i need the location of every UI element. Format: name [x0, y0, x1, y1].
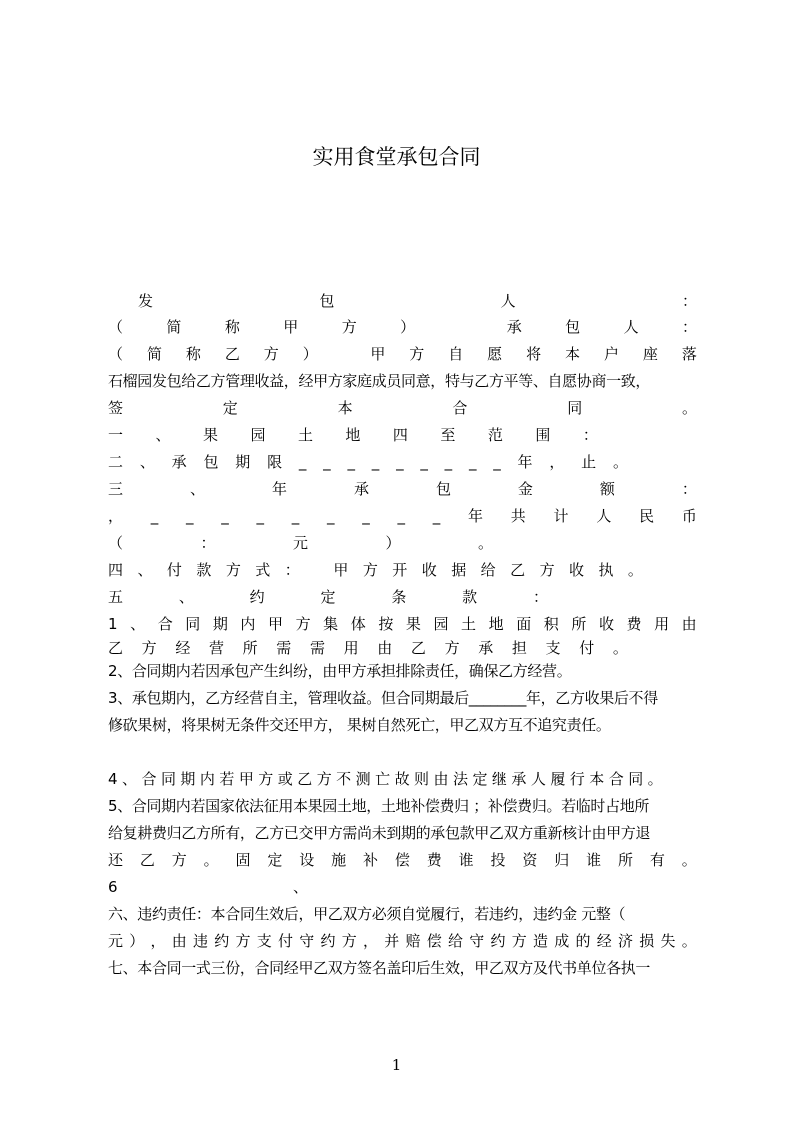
line-char: 失: [660, 932, 676, 950]
line-char: 共: [510, 507, 526, 525]
line-char: 地: [488, 615, 504, 633]
line-char: 开: [392, 561, 408, 579]
line-char: 年: [468, 507, 484, 525]
line-char: 本: [337, 399, 353, 417]
line-char: ）: [129, 932, 145, 950]
line-char: 承: [353, 480, 369, 498]
line-char: 费: [426, 851, 442, 869]
line-char: 人: [500, 292, 516, 310]
line-char: 收: [421, 561, 437, 579]
line-char: 方: [225, 561, 241, 579]
line-char: 乙: [410, 639, 426, 657]
line-char: _: [468, 453, 477, 471]
line-char: 果: [405, 615, 421, 633]
line-char: 集: [323, 615, 339, 633]
line-char: 执: [598, 561, 614, 579]
line-char: 四: [108, 561, 124, 579]
line-char: 面: [516, 615, 532, 633]
contract-line: 石榴园发包给乙方管理收益，经甲方家庭成员同意，特与乙方平等、自愿协商一致，: [108, 372, 651, 390]
line-char: 四: [392, 426, 408, 444]
line-char: 合: [157, 615, 173, 633]
contract-line: [108, 929, 697, 953]
line-char: 方: [341, 932, 357, 950]
line-char: 。: [612, 453, 628, 471]
line-char: 、: [292, 878, 308, 896]
line-char: ：: [681, 318, 697, 336]
line-char: _: [397, 507, 406, 525]
line-char: 地: [345, 426, 361, 444]
line-char: 合: [452, 399, 468, 417]
line-char: 内: [199, 770, 215, 788]
contract-line: [108, 423, 598, 447]
line-char: 偿: [426, 932, 442, 950]
line-char: _: [362, 507, 370, 525]
line-char: 合: [608, 770, 624, 788]
line-char: （: [108, 345, 124, 363]
contract-line: 给复耕费归乙方所有，乙方已交甲方需尚未到期的承包款甲乙双方重新核计由甲方退: [108, 824, 651, 842]
line-char: _: [396, 453, 404, 471]
contract-line: [108, 396, 697, 420]
line-char: ：: [582, 426, 598, 444]
contract-line: [108, 848, 697, 872]
line-char: 经: [596, 932, 612, 950]
line-char: 年: [517, 453, 533, 471]
line-char: 承: [511, 770, 527, 788]
line-char: 同: [185, 615, 201, 633]
line-char: 乙: [297, 770, 313, 788]
line-char: 定: [222, 399, 238, 417]
line-char: _: [493, 453, 501, 471]
line-char: 资: [522, 851, 538, 869]
line-char: 止: [581, 453, 597, 471]
line-char: 方: [316, 770, 332, 788]
line-char: 谁: [586, 851, 602, 869]
line-char: 亡: [375, 770, 391, 788]
line-char: 方: [295, 615, 311, 633]
line-char: 济: [618, 932, 634, 950]
line-char: _: [186, 507, 194, 525]
line-char: 围: [535, 426, 551, 444]
line-char: _: [323, 453, 331, 471]
line-char: 。: [477, 534, 493, 552]
line-char: 承: [171, 453, 187, 471]
line-char: 约: [214, 932, 230, 950]
line-char: 期: [235, 453, 251, 471]
line-char: 同: [628, 770, 644, 788]
line-char: 将: [526, 345, 542, 363]
line-char: 。: [647, 770, 663, 788]
line-char: 式: [255, 561, 271, 579]
line-char: 费: [626, 615, 642, 633]
line-char: ，: [549, 453, 565, 471]
line-char: 收: [598, 615, 614, 633]
line-char: 民: [639, 507, 655, 525]
contract-line: 七、本合同一式三份，合同经甲乙双方签名盖印后生效，甲乙双方及代书单位各执一: [108, 959, 651, 977]
line-char: 支: [545, 639, 561, 657]
contract-line: [108, 636, 628, 660]
line-char: ：: [532, 588, 548, 606]
line-char: 发: [138, 292, 154, 310]
line-char: ：: [681, 480, 697, 498]
contract-line: 3、承包期内，乙方经营自主，管理收益。但合同期最后________年，乙方收果后不得: [108, 689, 658, 707]
line-char: 称: [224, 318, 240, 336]
line-char: 至: [440, 426, 456, 444]
line-char: 不: [336, 770, 352, 788]
line-char: 还: [108, 851, 124, 869]
line-char: 所: [618, 851, 634, 869]
line-char: ，: [150, 932, 166, 950]
line-char: 、: [178, 588, 194, 606]
line-char: 若: [219, 770, 235, 788]
line-char: 损: [639, 932, 655, 950]
line-char: _: [256, 507, 265, 525]
line-char: 方: [444, 639, 460, 657]
line-char: ：: [681, 292, 697, 310]
line-char: 甲: [238, 770, 254, 788]
line-char: 座: [642, 345, 658, 363]
line-char: 的: [575, 932, 591, 950]
line-char: 定: [472, 770, 488, 788]
line-char: 甲: [333, 561, 349, 579]
line-char: 、: [189, 480, 205, 498]
line-char: 金: [517, 480, 533, 498]
line-char: 限: [267, 453, 283, 471]
line-char: 款: [462, 588, 478, 606]
line-char: 用: [343, 639, 359, 657]
line-char: [314, 558, 319, 582]
page-number: 1: [391, 1056, 402, 1074]
line-char: 三: [108, 480, 124, 498]
line-char: _: [291, 507, 300, 525]
line-char: 方: [263, 345, 279, 363]
line-char: 继: [491, 770, 507, 788]
contract-line: 修砍果树，将果树无条件交还甲方， 果树自然死亡，甲乙双方互不追究责任。: [108, 716, 611, 734]
line-char: 、: [137, 561, 153, 579]
line-char: 甲: [268, 615, 284, 633]
line-char: 土: [461, 615, 477, 633]
line-char: ）: [302, 345, 318, 363]
line-char: 乙: [224, 345, 240, 363]
contract-line: [108, 289, 697, 313]
line-char: 按: [378, 615, 394, 633]
line-char: 同: [160, 770, 176, 788]
line-char: 需: [309, 639, 325, 657]
line-char: ：: [284, 561, 300, 579]
line-char: 落: [681, 345, 697, 363]
line-char: 给: [480, 561, 496, 579]
line-char: 需: [276, 639, 292, 657]
contract-line: 2、合同期内若因承包产生纠纷，由甲方承担排除责任，确保乙方经营。: [108, 662, 572, 680]
line-char: 简: [166, 318, 182, 336]
line-char: 投: [490, 851, 506, 869]
contract-line: [108, 875, 308, 899]
line-char: _: [432, 507, 441, 525]
line-char: 付: [579, 639, 595, 657]
line-char: _: [150, 507, 159, 525]
line-char: 守: [299, 932, 315, 950]
line-char: 给: [448, 932, 464, 950]
contract-line: [108, 342, 697, 366]
line-char: 签: [108, 399, 124, 417]
line-char: 。: [627, 561, 643, 579]
line-char: 包: [203, 453, 219, 471]
line-char: 则: [414, 770, 430, 788]
contract-line: [108, 767, 663, 791]
line-char: 户: [603, 345, 619, 363]
line-char: 1: [108, 615, 118, 633]
document-title: 实用食堂承包合同: [312, 145, 481, 169]
line-char: 施: [331, 851, 347, 869]
contract-line: [108, 504, 697, 528]
line-char: 方: [341, 318, 357, 336]
line-char: 定: [267, 851, 283, 869]
line-char: 、: [130, 615, 146, 633]
line-char: 。: [681, 932, 697, 950]
line-char: 本: [589, 770, 605, 788]
line-char: 设: [299, 851, 315, 869]
line-char: 园: [433, 615, 449, 633]
line-char: （: [108, 534, 124, 552]
line-char: 积: [543, 615, 559, 633]
line-char: 、: [122, 770, 138, 788]
line-char: _: [298, 453, 307, 471]
line-char: 谁: [458, 851, 474, 869]
line-char: 方: [539, 561, 555, 579]
line-char: [459, 315, 464, 339]
line-char: 由: [681, 615, 697, 633]
line-char: 约: [320, 932, 336, 950]
line-char: _: [221, 507, 229, 525]
line-char: ）: [400, 318, 416, 336]
contract-line: [108, 558, 643, 582]
line-char: 收: [569, 561, 585, 579]
line-char: 二: [108, 453, 124, 471]
line-char: 元: [292, 534, 308, 552]
line-char: 偿: [394, 851, 410, 869]
line-char: 简: [146, 345, 162, 363]
line-char: 元: [108, 932, 124, 950]
contract-line: [108, 315, 697, 339]
line-char: 由: [171, 932, 187, 950]
line-char: 体: [350, 615, 366, 633]
line-char: 补: [363, 851, 379, 869]
line-char: 由: [377, 639, 393, 657]
line-char: （: [108, 318, 124, 336]
line-char: _: [327, 507, 335, 525]
line-char: 、: [139, 453, 155, 471]
line-char: 甲: [283, 318, 299, 336]
line-char: 。: [203, 851, 219, 869]
line-char: 人: [623, 318, 639, 336]
line-char: 计: [553, 507, 569, 525]
line-char: ）: [385, 534, 401, 552]
contract-line: [108, 531, 493, 555]
line-char: 甲: [370, 345, 386, 363]
contract-line: [108, 585, 548, 609]
line-char: 约: [490, 932, 506, 950]
line-char: 方: [171, 851, 187, 869]
line-char: 果: [202, 426, 218, 444]
contract-line: [108, 612, 697, 636]
line-char: 违: [193, 932, 209, 950]
line-char: 称: [185, 345, 201, 363]
line-char: 承: [478, 639, 494, 657]
line-char: 赔: [405, 932, 421, 950]
contract-line: 5、合同期内若国家依法征用本果园土地，土地补偿费归 ；补偿费归。若临时占地所: [108, 797, 650, 815]
line-char: 成: [554, 932, 570, 950]
line-char: 付: [278, 932, 294, 950]
line-char: 。: [612, 639, 628, 657]
line-char: 合: [141, 770, 157, 788]
line-char: 方: [362, 561, 378, 579]
line-char: 额: [599, 480, 615, 498]
line-char: 归: [554, 851, 570, 869]
line-char: 方: [141, 639, 157, 657]
line-char: 期: [212, 615, 228, 633]
line-char: 方: [511, 932, 527, 950]
line-char: _: [444, 453, 453, 471]
line-char: 承: [506, 318, 522, 336]
line-char: [342, 342, 347, 366]
line-char: _: [371, 453, 380, 471]
line-char: 自: [448, 345, 464, 363]
line-char: 4: [108, 770, 118, 788]
line-char: 有: [649, 851, 665, 869]
line-char: 。: [681, 851, 697, 869]
line-char: 法: [452, 770, 468, 788]
line-char: 同: [567, 399, 583, 417]
line-char: ，: [363, 932, 379, 950]
line-char: 据: [451, 561, 467, 579]
line-char: 人: [530, 770, 546, 788]
line-char: 支: [256, 932, 272, 950]
line-char: 守: [469, 932, 485, 950]
line-char: 营: [208, 639, 224, 657]
line-char: 用: [654, 615, 670, 633]
line-char: 本: [565, 345, 581, 363]
line-char: 履: [550, 770, 566, 788]
line-char: 行: [569, 770, 585, 788]
line-char: 约: [249, 588, 265, 606]
line-char: ：: [200, 534, 216, 552]
line-char: 。: [681, 399, 697, 417]
line-char: 包: [435, 480, 451, 498]
line-char: 固: [235, 851, 251, 869]
line-char: 造: [533, 932, 549, 950]
contract-line: [108, 450, 628, 474]
line-char: 愿: [487, 345, 503, 363]
line-char: 包: [565, 318, 581, 336]
line-char: 条: [391, 588, 407, 606]
line-char: ，: [108, 507, 124, 525]
contract-line: [108, 477, 697, 501]
line-char: 测: [355, 770, 371, 788]
line-char: 包: [319, 292, 335, 310]
line-char: 或: [277, 770, 293, 788]
contract-line: 六、违约责任：本合同生效后，甲乙双方必须自觉履行，若违约，违约金 元整（: [108, 905, 626, 923]
line-char: 方: [235, 932, 251, 950]
line-char: 并: [384, 932, 400, 950]
line-char: 期: [180, 770, 196, 788]
line-char: 内: [240, 615, 256, 633]
line-char: 定: [320, 588, 336, 606]
line-char: 乙: [510, 561, 526, 579]
line-char: 由: [433, 770, 449, 788]
line-char: 所: [571, 615, 587, 633]
line-char: 、: [155, 426, 171, 444]
line-char: 方: [258, 770, 274, 788]
line-char: 经: [175, 639, 191, 657]
line-char: 付: [166, 561, 182, 579]
line-char: 园: [250, 426, 266, 444]
line-char: 款: [196, 561, 212, 579]
line-char: 年: [271, 480, 287, 498]
line-char: _: [347, 453, 355, 471]
line-char: 土: [297, 426, 313, 444]
line-char: 五: [108, 588, 124, 606]
line-char: 故: [394, 770, 410, 788]
line-char: 乙: [108, 639, 124, 657]
line-char: 方: [409, 345, 425, 363]
line-char: 币: [681, 507, 697, 525]
line-char: 6: [108, 878, 118, 896]
line-char: 人: [596, 507, 612, 525]
line-char: 担: [511, 639, 527, 657]
line-char: 所: [242, 639, 258, 657]
line-char: 乙: [139, 851, 155, 869]
line-char: _: [420, 453, 428, 471]
line-char: 一: [108, 426, 124, 444]
line-char: 范: [487, 426, 503, 444]
